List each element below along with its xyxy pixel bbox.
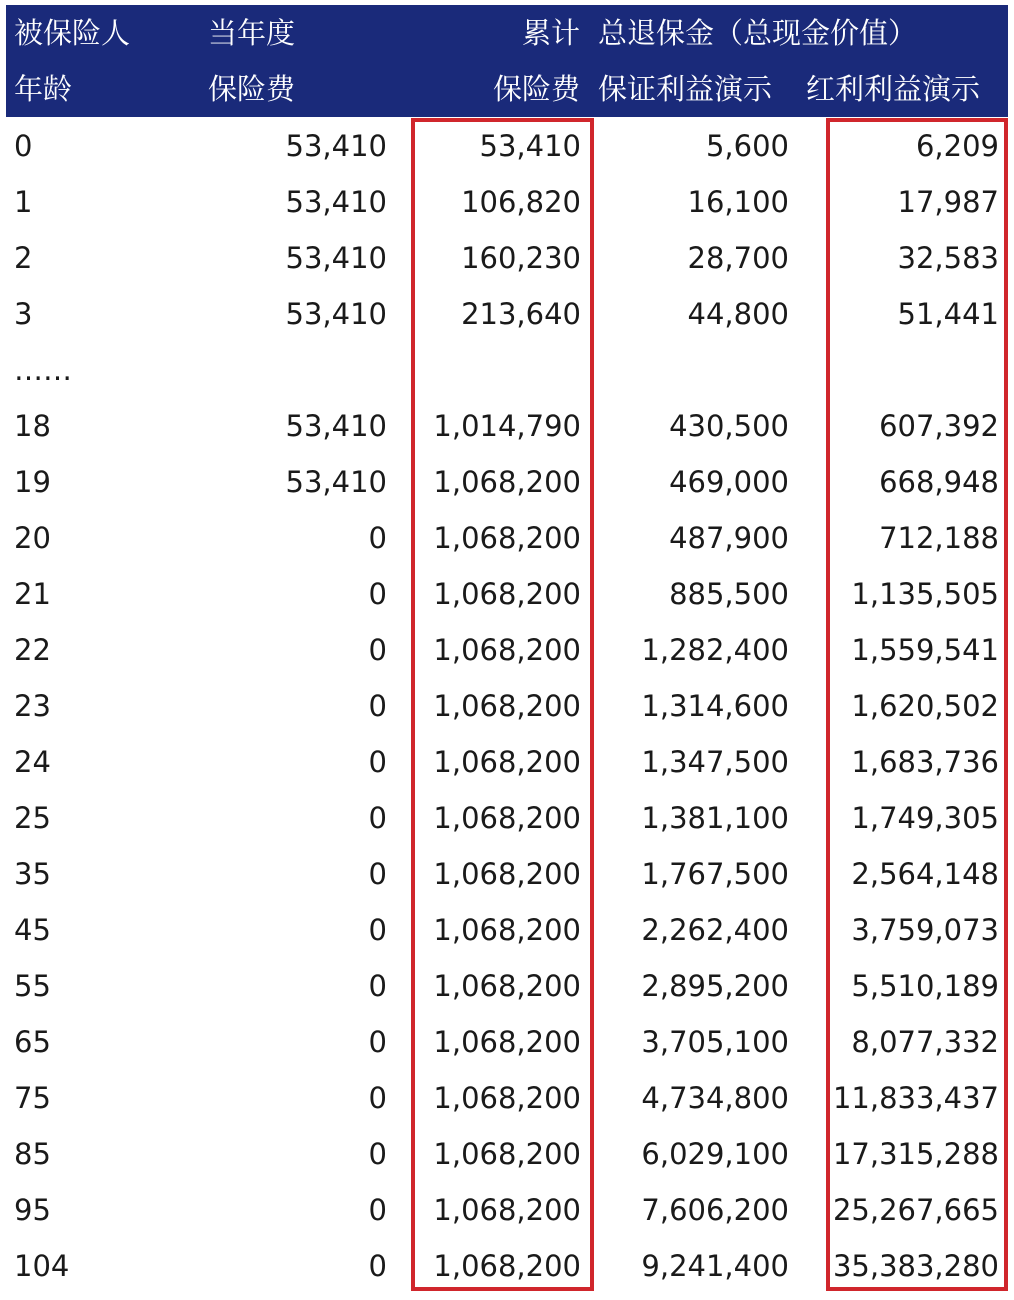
cell-premium: 0 bbox=[368, 913, 387, 947]
cell-bonus: 2,564,148 bbox=[851, 857, 999, 891]
cell-age: 21 bbox=[14, 577, 51, 611]
cell-bonus: 1,749,305 bbox=[851, 801, 999, 835]
cell-guaranteed: 4,734,800 bbox=[641, 1081, 789, 1115]
cell-cumulative: 1,068,200 bbox=[433, 1249, 581, 1283]
table-row bbox=[0, 342, 1014, 398]
cell-premium: 0 bbox=[368, 745, 387, 779]
cell-age: 85 bbox=[14, 1137, 51, 1171]
cell-age: 24 bbox=[14, 745, 51, 779]
cell-guaranteed: 885,500 bbox=[669, 577, 789, 611]
cell-cumulative: 1,068,200 bbox=[433, 1193, 581, 1227]
cell-age: 0 bbox=[14, 129, 33, 163]
cell-guaranteed: 2,895,200 bbox=[641, 969, 789, 1003]
cell-bonus: 1,683,736 bbox=[851, 745, 999, 779]
cell-guaranteed: 44,800 bbox=[687, 297, 789, 331]
cell-bonus: 5,510,189 bbox=[851, 969, 999, 1003]
cell-cumulative: 53,410 bbox=[479, 129, 581, 163]
header-premium-line1: 当年度 bbox=[208, 16, 296, 50]
cell-premium: 0 bbox=[368, 689, 387, 723]
table-row bbox=[0, 902, 1014, 958]
cell-guaranteed: 1,282,400 bbox=[641, 633, 789, 667]
table-row bbox=[0, 1126, 1014, 1182]
table-row bbox=[0, 398, 1014, 454]
table-row bbox=[0, 286, 1014, 342]
cell-age: 45 bbox=[14, 913, 51, 947]
table-row bbox=[0, 1182, 1014, 1238]
table-row bbox=[0, 566, 1014, 622]
cell-guaranteed: 6,029,100 bbox=[641, 1137, 789, 1171]
cell-premium: 53,410 bbox=[285, 241, 387, 275]
cell-cumulative: 1,068,200 bbox=[433, 745, 581, 779]
header-cumulative-line1: 累计 bbox=[521, 16, 580, 50]
cell-premium: 53,410 bbox=[285, 409, 387, 443]
cell-cumulative bbox=[400, 342, 581, 398]
header-age-line2: 年龄 bbox=[14, 72, 73, 106]
cell-age: 25 bbox=[14, 801, 51, 835]
cell-bonus: 8,077,332 bbox=[851, 1025, 999, 1059]
cell-age: 20 bbox=[14, 521, 51, 555]
cell-premium: 0 bbox=[368, 521, 387, 555]
cell-cumulative: 1,068,200 bbox=[433, 1025, 581, 1059]
cell-premium: 0 bbox=[368, 1025, 387, 1059]
cell-guaranteed bbox=[600, 342, 789, 398]
table-row bbox=[0, 678, 1014, 734]
cell-premium: 53,410 bbox=[285, 465, 387, 499]
header-age-line1: 被保险人 bbox=[14, 16, 131, 50]
cell-age: 19 bbox=[14, 465, 51, 499]
cell-cumulative: 160,230 bbox=[461, 241, 581, 275]
cell-premium bbox=[200, 342, 387, 398]
cell-cumulative: 1,014,790 bbox=[433, 409, 581, 443]
table-row bbox=[0, 846, 1014, 902]
cell-bonus: 712,188 bbox=[879, 521, 999, 555]
cell-cumulative: 1,068,200 bbox=[433, 689, 581, 723]
cell-cumulative: 1,068,200 bbox=[433, 521, 581, 555]
cell-cumulative: 1,068,200 bbox=[433, 1137, 581, 1171]
cell-bonus: 607,392 bbox=[879, 409, 999, 443]
header-cumulative-line2: 保险费 bbox=[492, 72, 580, 106]
table-row bbox=[0, 174, 1014, 230]
cell-age: 23 bbox=[14, 689, 51, 723]
cell-premium: 0 bbox=[368, 1193, 387, 1227]
cell-bonus bbox=[800, 342, 999, 398]
cell-premium: 0 bbox=[368, 577, 387, 611]
table-row bbox=[0, 510, 1014, 566]
cell-age: 75 bbox=[14, 1081, 51, 1115]
cell-age: …… bbox=[14, 353, 72, 387]
header-premium-line2: 保险费 bbox=[208, 72, 296, 106]
cell-guaranteed: 7,606,200 bbox=[641, 1193, 789, 1227]
cell-bonus: 1,559,541 bbox=[851, 633, 999, 667]
cell-premium: 53,410 bbox=[285, 129, 387, 163]
cell-premium: 0 bbox=[368, 633, 387, 667]
cell-guaranteed: 28,700 bbox=[687, 241, 789, 275]
cell-bonus: 17,315,288 bbox=[832, 1137, 999, 1171]
cell-premium: 53,410 bbox=[285, 297, 387, 331]
cell-premium: 53,410 bbox=[285, 185, 387, 219]
table-row bbox=[0, 790, 1014, 846]
header-surrender-group: 总退保金（总现金价值） bbox=[598, 16, 918, 50]
cell-bonus: 32,583 bbox=[897, 241, 999, 275]
cell-age: 95 bbox=[14, 1193, 51, 1227]
cell-guaranteed: 3,705,100 bbox=[641, 1025, 789, 1059]
cell-bonus: 1,620,502 bbox=[851, 689, 999, 723]
cell-cumulative: 106,820 bbox=[461, 185, 581, 219]
cell-bonus: 668,948 bbox=[879, 465, 999, 499]
table-row bbox=[0, 734, 1014, 790]
cell-age: 55 bbox=[14, 969, 51, 1003]
cell-guaranteed: 430,500 bbox=[669, 409, 789, 443]
cell-bonus: 6,209 bbox=[915, 129, 999, 163]
cell-guaranteed: 1,314,600 bbox=[641, 689, 789, 723]
cell-cumulative: 1,068,200 bbox=[433, 633, 581, 667]
cell-bonus: 51,441 bbox=[897, 297, 999, 331]
cell-age: 22 bbox=[14, 633, 51, 667]
cell-guaranteed: 1,767,500 bbox=[641, 857, 789, 891]
cell-age: 35 bbox=[14, 857, 51, 891]
cell-guaranteed: 1,381,100 bbox=[641, 801, 789, 835]
table-row bbox=[0, 1014, 1014, 1070]
cell-cumulative: 1,068,200 bbox=[433, 969, 581, 1003]
cell-age: 3 bbox=[14, 297, 33, 331]
cell-guaranteed: 9,241,400 bbox=[641, 1249, 789, 1283]
cell-premium: 0 bbox=[368, 1081, 387, 1115]
cell-age: 65 bbox=[14, 1025, 51, 1059]
cell-bonus: 25,267,665 bbox=[832, 1193, 999, 1227]
table-row bbox=[0, 454, 1014, 510]
cell-cumulative: 1,068,200 bbox=[433, 857, 581, 891]
cell-age: 104 bbox=[14, 1249, 70, 1283]
cell-age: 1 bbox=[14, 185, 33, 219]
cell-premium: 0 bbox=[368, 1137, 387, 1171]
cell-premium: 0 bbox=[368, 801, 387, 835]
cell-cumulative: 1,068,200 bbox=[433, 913, 581, 947]
cell-bonus: 1,135,505 bbox=[851, 577, 999, 611]
cell-bonus: 11,833,437 bbox=[832, 1081, 999, 1115]
table-row bbox=[0, 1238, 1014, 1294]
cell-guaranteed: 1,347,500 bbox=[641, 745, 789, 779]
header-bonus: 红利利益演示 bbox=[806, 72, 981, 106]
cell-cumulative: 1,068,200 bbox=[433, 577, 581, 611]
header-guaranteed: 保证利益演示 bbox=[598, 72, 773, 106]
cell-age: 18 bbox=[14, 409, 51, 443]
cell-bonus: 17,987 bbox=[897, 185, 999, 219]
cell-bonus: 35,383,280 bbox=[832, 1249, 999, 1283]
cell-guaranteed: 5,600 bbox=[705, 129, 789, 163]
cell-cumulative: 1,068,200 bbox=[433, 465, 581, 499]
table-row bbox=[0, 622, 1014, 678]
cell-guaranteed: 16,100 bbox=[687, 185, 789, 219]
cell-cumulative: 1,068,200 bbox=[433, 1081, 581, 1115]
cell-premium: 0 bbox=[368, 1249, 387, 1283]
cell-guaranteed: 469,000 bbox=[669, 465, 789, 499]
table-row bbox=[0, 230, 1014, 286]
cell-guaranteed: 487,900 bbox=[669, 521, 789, 555]
cell-cumulative: 1,068,200 bbox=[433, 801, 581, 835]
cell-age: 2 bbox=[14, 241, 33, 275]
cell-premium: 0 bbox=[368, 969, 387, 1003]
cell-guaranteed: 2,262,400 bbox=[641, 913, 789, 947]
table-row bbox=[0, 1070, 1014, 1126]
cell-cumulative: 213,640 bbox=[461, 297, 581, 331]
table-row bbox=[0, 118, 1014, 174]
cell-bonus: 3,759,073 bbox=[851, 913, 999, 947]
cell-premium: 0 bbox=[368, 857, 387, 891]
table-row bbox=[0, 958, 1014, 1014]
